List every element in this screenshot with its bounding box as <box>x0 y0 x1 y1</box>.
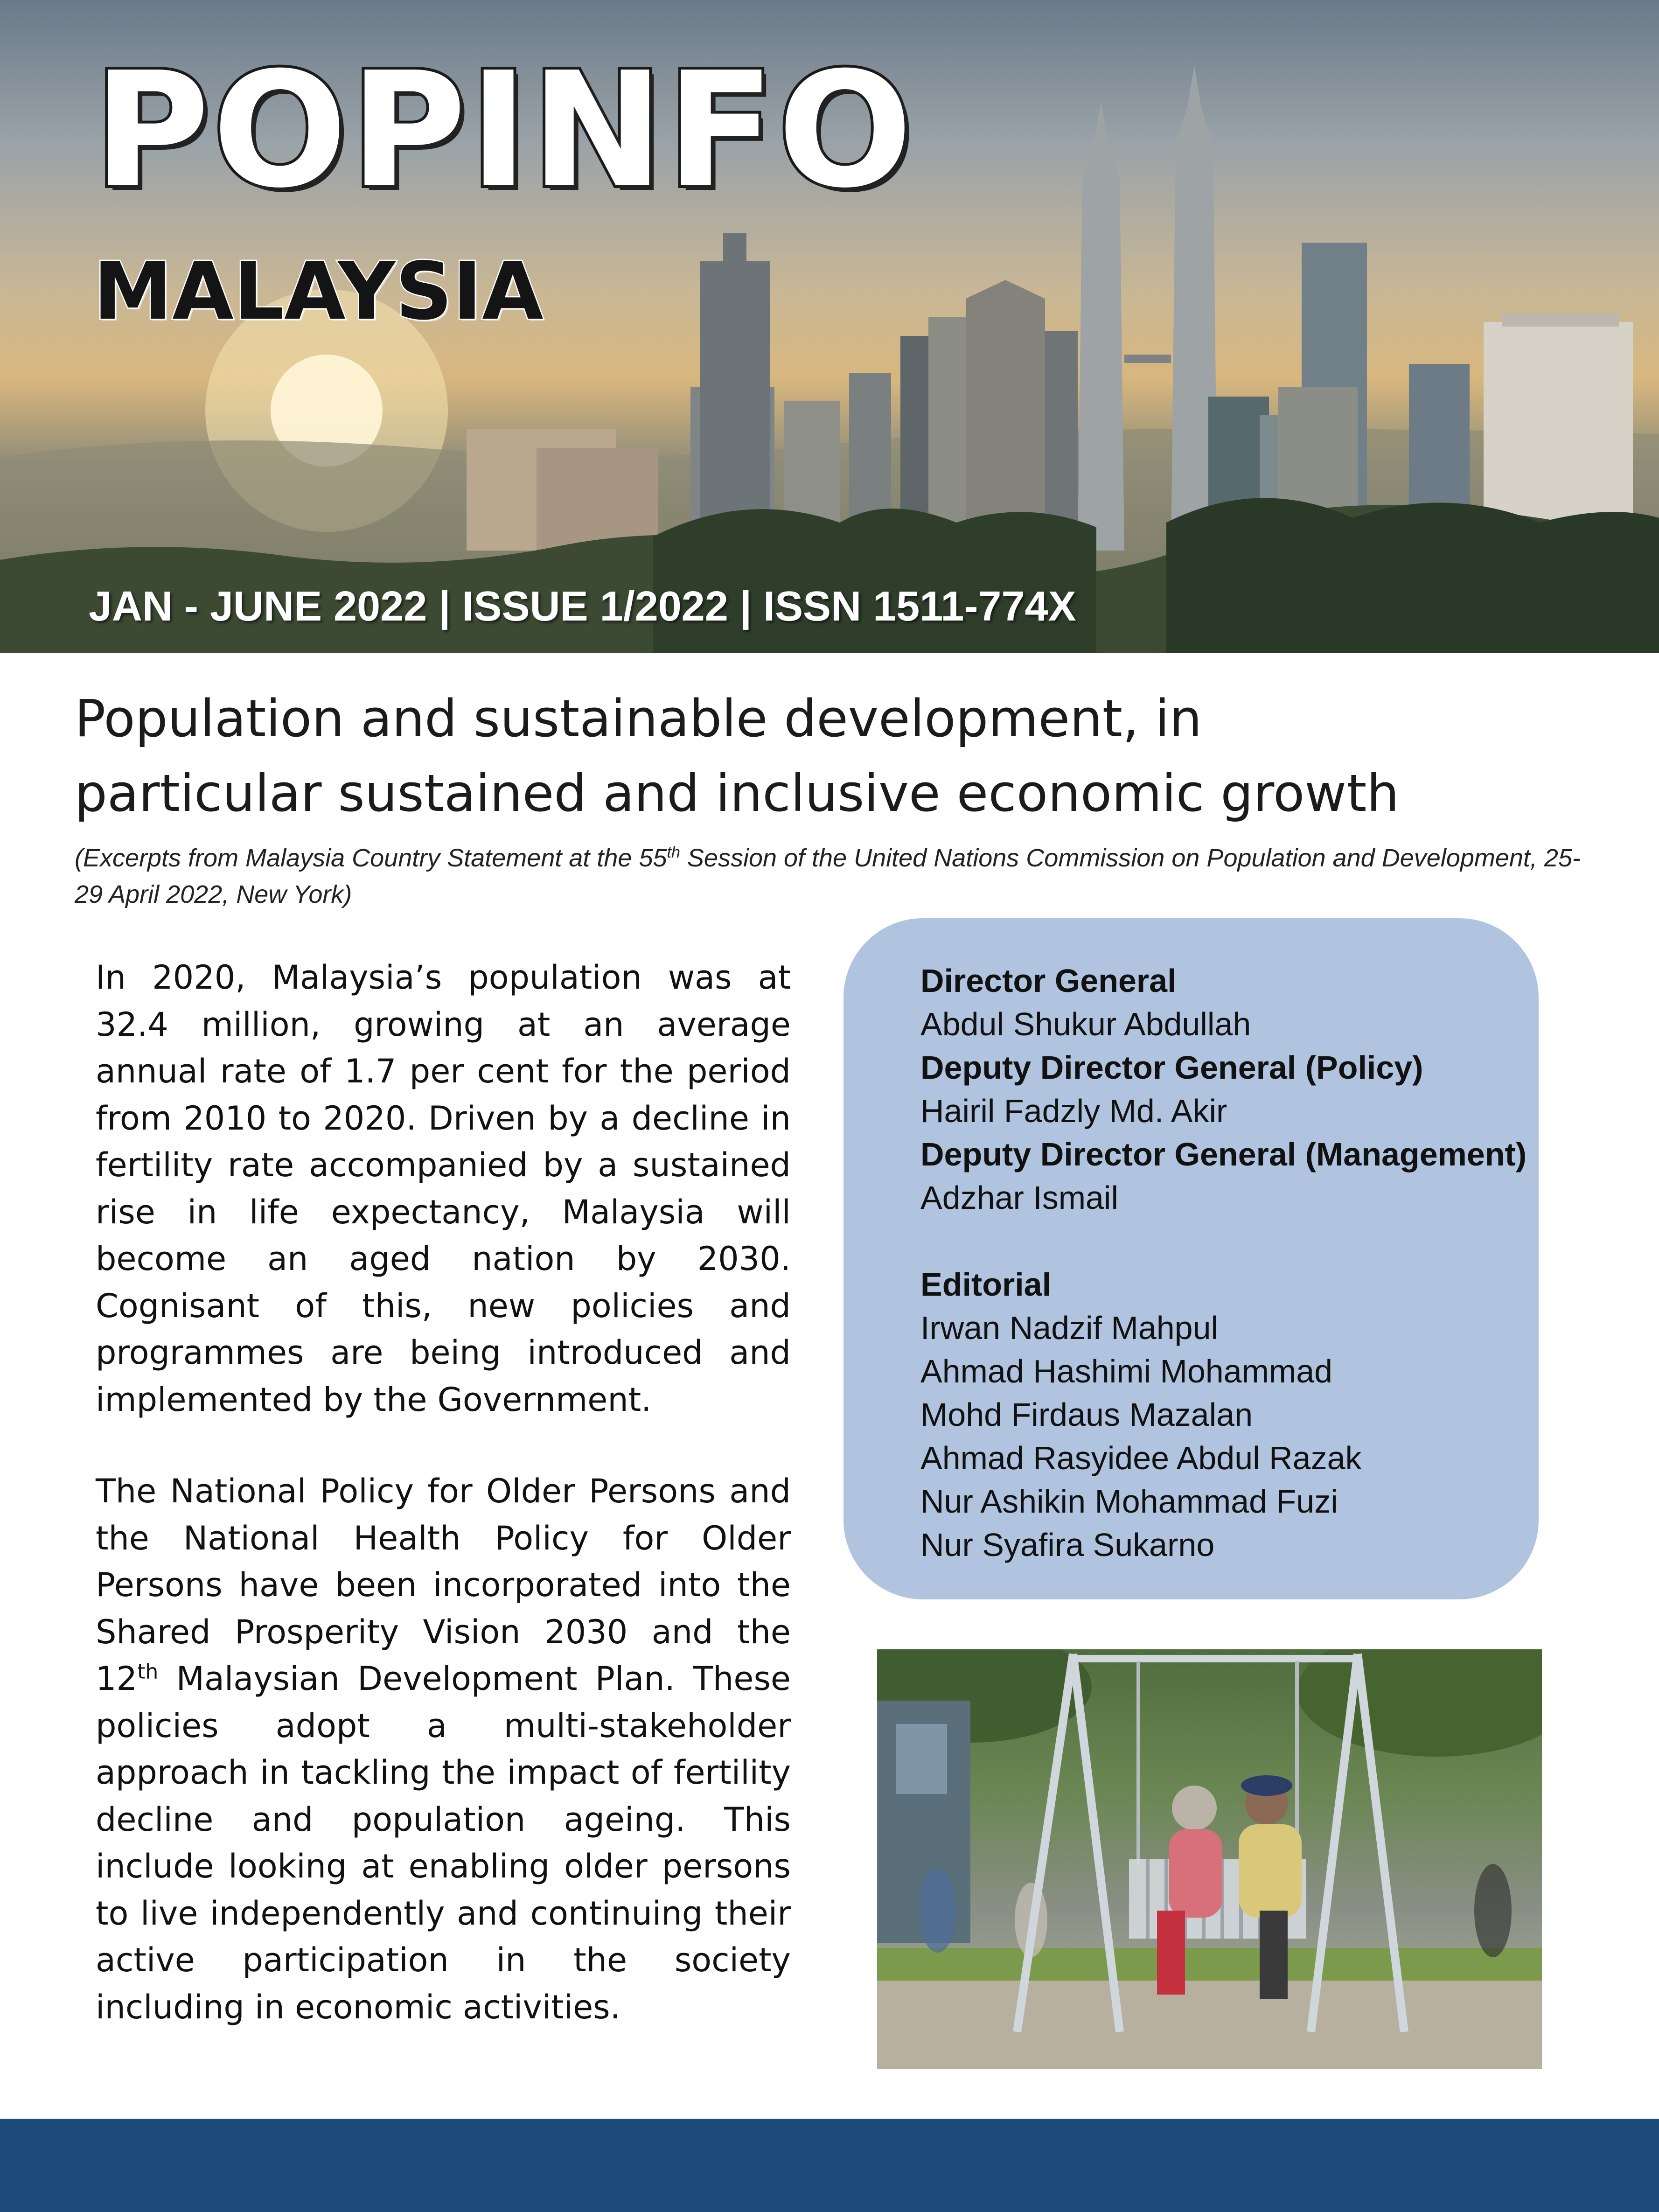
article-headline <box>75 681 1591 830</box>
paragraph-2-ordinal: th <box>137 1660 159 1684</box>
paragraph-2-part-1: The National Policy for Older Persons and the National Health Policy for Older Persons have been incorporated into the Shared Prosperity Vision 2030 and the 12 <box>96 1472 791 1698</box>
director-general-name: Abdul Shukur Abdullah <box>920 1006 1251 1042</box>
issue-info <box>89 583 1076 630</box>
excerpt-suffix: Session of the United Nations Commission on Population and Development, 25-29 April 2022, New York <box>75 844 1581 908</box>
issue-number: ISSUE 1/2022 <box>462 583 728 630</box>
staff-credits-box <box>843 918 1539 1599</box>
deputy-management-label: Deputy Director General (Management) <box>920 1136 1527 1172</box>
excerpt-prefix: Excerpts from Malaysia Country Statement at the 55 <box>83 844 667 872</box>
director-general-label: Director General <box>920 963 1177 999</box>
masthead-title: POPINFO <box>93 38 915 223</box>
editorial-member: Ahmad Rasyidee Abdul Razak <box>920 1440 1362 1476</box>
paragraph-2-part-2: Malaysian Development Plan. These policies adopt a multi-stakeholder approach in tackling the impact of fertility decline and population ageing. This include looking at enabling older persons to live independently and continuing their active participation in the society including in economic activities. <box>96 1660 791 2026</box>
issue-separator: | <box>739 583 752 630</box>
editorial-member: Irwan Nadzif Mahpul <box>920 1310 1219 1346</box>
headline-line-1: Population and sustainable development, in <box>75 689 1202 748</box>
excerpt-note: (Excerpts from Malaysia Country Statement at the 55th Session of the United Nations Commission on Population and Development, 25-29 April 2022, New York) <box>75 844 1581 908</box>
masthead-subtitle: MALAYSIA <box>93 245 544 338</box>
editorial-member: Ahmad Hashimi Mohammad <box>920 1353 1333 1389</box>
issue-period: JAN - JUNE 2022 <box>89 583 427 630</box>
staff-spacer <box>920 1220 1539 1263</box>
older-couple-swing-photo <box>877 1649 1542 2069</box>
issn-number: ISSN 1511-774X <box>763 583 1076 630</box>
body-paragraph-1: In 2020, Malaysia’s population was at 32.4 million, growing at an average annual rate of 1.7 per cent for the period from 2010 to 2020. Driven by a decline in fertility rate accompanied by a sustained rise in life expectancy, Malaysia will become an aged nation by 2030. Cognisant of this, new policies and programmes are being introduced and implemented by the Government. <box>96 958 791 1419</box>
editorial-label: Editorial <box>920 1266 1052 1303</box>
swing-illustration <box>877 1649 1542 2069</box>
body-paragraph-2 <box>96 1468 791 2031</box>
header-banner <box>0 0 1659 653</box>
article-body <box>96 954 791 2075</box>
editorial-member: Nur Syafira Sukarno <box>920 1527 1215 1563</box>
editorial-member: Mohd Firdaus Mazalan <box>920 1396 1253 1433</box>
deputy-policy-label: Deputy Director General (Policy) <box>920 1049 1423 1086</box>
deputy-management-name: Adzhar Ismail <box>920 1179 1119 1216</box>
excerpt-ordinal: th <box>667 844 680 861</box>
footer-band <box>0 2119 1659 2212</box>
editorial-member: Nur Ashikin Mohammad Fuzi <box>920 1483 1338 1520</box>
headline-line-2: particular sustained and inclusive economic growth <box>75 763 1400 823</box>
deputy-policy-name: Hairil Fadzly Md. Akir <box>920 1093 1227 1129</box>
issue-separator: | <box>439 583 451 630</box>
